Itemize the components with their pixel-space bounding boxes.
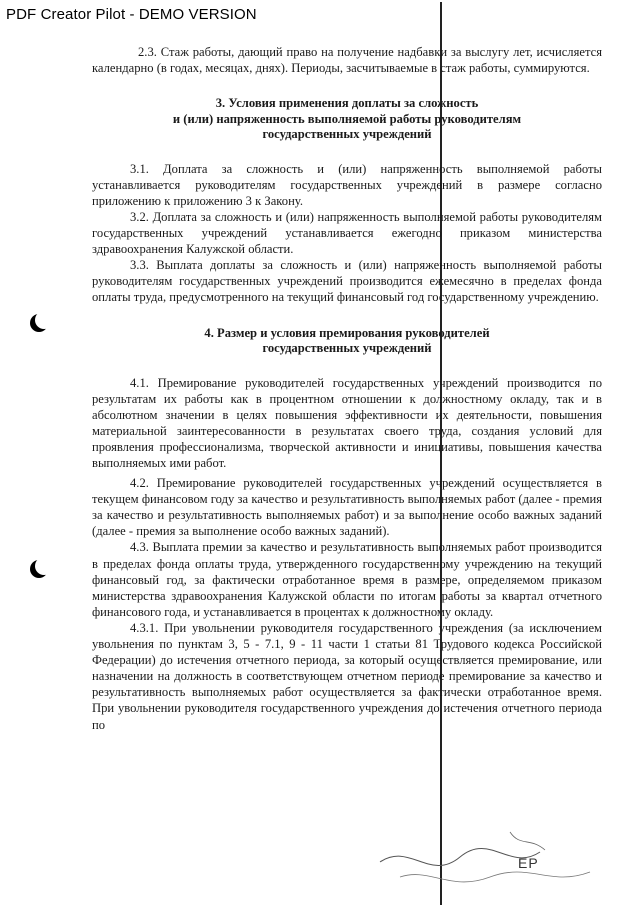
section-3-heading — [92, 96, 602, 143]
paragraph-3-3: 3.3. Выплата доплаты за сложность и (или) напряженность выполняемой работы руководителям государственных учреждений производится ежемесячно в пределах фонда оплаты труда, предусмотренного на текущий финансовый год государственному учреждению. — [92, 258, 602, 305]
signature-stamp — [370, 822, 600, 902]
heading-line: государственных учреждений — [262, 341, 432, 356]
paragraph-2-3: 2.3. Стаж работы, дающий право на получение надбавки за выслугу лет, исчисляется календарно (в годах, месяцах, днях). Периоды, засчитываемые в стаж работы, суммируются. — [92, 45, 602, 76]
heading-line: государственных учреждений — [262, 127, 432, 142]
paragraph-4-1: 4.1. Премирование руководителей государственных учреждений производится по результатам их работы как в процентном отношении к должностному окладу, так и в абсолютном значении в целях повышения эффективности их деятельности, повышения материальной заинтересованности в результатах своего труда, создания условий для проявления профессионализма, творческой активности и инициативы, повышения качества выполняемых ими работ. — [92, 375, 602, 470]
heading-line: 3. Условия применения доплаты за сложность — [215, 96, 479, 111]
paragraph-4-3-1: 4.3.1. При увольнении руководителя государственного учреждения (за исключением увольнения по пунктам 3, 5 - 7.1, 9 - 11 части 1 статьи 81 Трудового кодекса Российской Федерации) до истечения отчетного периода, за который осуществляется премирование, или назначении на должность в соответствующем отчетном периоде премирование за качество и результативность выполняемых работ осуществляется за фактически отработанное время. При увольнении руководителя государственного учреждения до истечения отчетного периода по — [92, 620, 602, 732]
punch-hole-mark — [30, 314, 48, 332]
paragraph-4-3: 4.3. Выплата премии за качество и результативность выполняемых работ производится в пределах фонда оплаты труда, утвержденного государственному учреждению на текущий финансовый год, за фактически отработанное время в размере, определяемом приказом министерства здравоохранения Калужской области по итогам работы за квартал отчетного финансового года, и устанавливается в процентах к должностному окладу. — [92, 540, 602, 619]
demo-watermark: PDF Creator Pilot - DEMO VERSION — [6, 6, 257, 23]
paragraph-3-1: 3.1. Доплата за сложность и (или) напряженность выполняемой работы устанавливается руководителям государственных учреждений в размере согласно приложению к приложению 3 к Закону. — [92, 161, 602, 208]
paragraph-4-2: 4.2. Премирование руководителей государственных учреждений осуществляется в текущем финансовом году за качество и результативность выполняемых работ (далее - премия за качество и результативность выполняемых работ) и за выполнение особо важных заданий (далее - премия за выполнение особо важных заданий). — [92, 476, 602, 539]
section-4-heading — [92, 326, 602, 357]
punch-hole-mark — [30, 560, 48, 578]
document-page — [92, 44, 602, 733]
stamp-text: ЕР — [518, 855, 539, 871]
heading-line: и (или) напряженность выполняемой работы руководителям — [172, 111, 522, 126]
heading-line: 4. Размер и условия премирования руководителей — [204, 325, 490, 340]
paragraph-3-2: 3.2. Доплата за сложность и (или) напряженность выполняемой работы руководителям государственных учреждений устанавливается ежегодно приказом министерства здравоохранения Калужской области. — [92, 209, 602, 257]
